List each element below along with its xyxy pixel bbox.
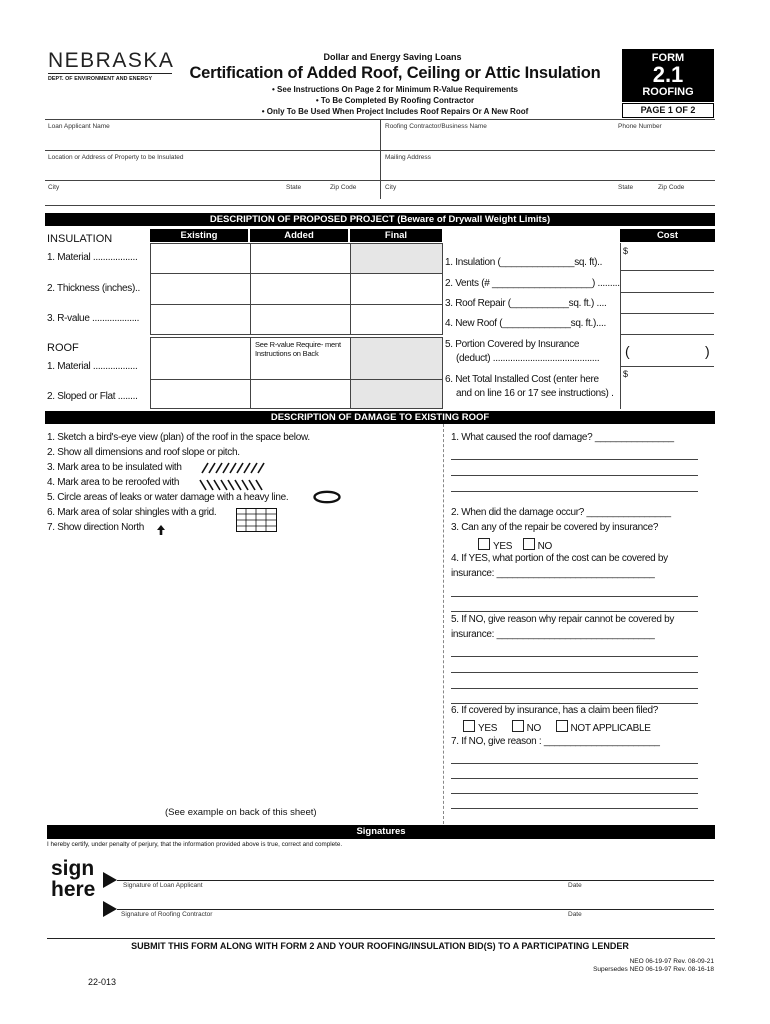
q3-yes-checkbox[interactable] [478,538,490,550]
roof-material-final[interactable] [350,337,443,380]
example-note: (See example on back of this sheet) [165,807,317,818]
dollar-sign-1: $ [623,246,629,256]
cost-net-total-note: and on line 16 or 17 see instructions) . [456,388,614,399]
q6-no-checkbox[interactable] [512,720,524,732]
insulation-rvalue-existing[interactable] [150,304,251,335]
question-1: 1. What caused the roof damage? _______________ [451,432,674,443]
col-existing: Existing [150,229,248,242]
contractor-signature-label: Signature of Roofing Contractor [121,911,213,918]
form-code: 22-013 [88,977,117,987]
insulation-material-final[interactable] [350,243,443,274]
insulated-hatch-icon [200,462,270,474]
form-number: 2.1 [652,62,684,87]
sign-here-label [51,858,95,900]
sign-arrow-icon-1 [103,872,117,888]
col-added: Added [250,229,348,242]
zip-label-1: Zip Code [330,184,357,191]
insulation-rvalue-added[interactable] [250,304,351,335]
instruction-2: 2. Show all dimensions and roof slope or pitch. [47,447,240,458]
paren-close: ) [705,343,710,359]
q3-no-checkbox[interactable] [523,538,535,550]
contractor-input[interactable] [383,130,613,148]
form-type: ROOFING [642,86,694,98]
city-input-1[interactable] [45,190,280,204]
city-input-2[interactable] [383,190,613,204]
cost-deduct-input[interactable] [632,343,702,363]
insulation-material-added[interactable] [250,243,351,274]
sign-word: sign [51,857,95,880]
insulation-thickness-final[interactable] [350,273,443,305]
question-2: 2. When did the damage occur? ________________ [451,507,671,518]
contractor-label: Roofing Contractor/Business Name [385,123,487,130]
program-name: Dollar and Energy Saving Loans [323,52,462,62]
instruction-6: 6. Mark area of solar shingles with a grid. [47,507,217,518]
question-3: 3. Can any of the repair be covered by insurance? [451,522,659,533]
instruction-7: 7. Show direction North [47,522,145,533]
applicant-signature-field[interactable] [118,862,558,880]
contractor-date-field[interactable] [566,891,714,909]
state-label-1: State [286,184,302,191]
q6-yes-label: YES [478,723,498,734]
question-7: 7. If NO, give reason : ______________________ [451,736,660,747]
roof-row-slope: 2. Sloped or Flat ........ [47,391,138,402]
zip-label-2: Zip Code [658,184,685,191]
insulation-thickness-added[interactable] [250,273,351,305]
contractor-signature-field[interactable] [118,891,558,909]
roof-slope-added[interactable] [250,379,351,409]
row-thickness: 2. Thickness (inches).. [47,283,140,294]
col-final: Final [350,229,442,242]
signatures-header: Signatures [47,825,715,839]
rvalue-note: See R-value Require- ment Instructions on Back [255,340,341,358]
here-word: here [51,878,96,901]
q6-na-checkbox[interactable] [556,720,568,732]
question-7-input[interactable] [451,749,699,809]
q6-yes-checkbox[interactable] [463,720,475,732]
roof-slope-existing[interactable] [150,379,251,409]
roof-slope-final[interactable] [350,379,443,409]
row-material: 1. Material .................. [47,252,138,263]
cost-roof-repair: 3. Roof Repair (___________sq. ft.) .... [445,298,607,309]
mailing-label: Mailing Address [385,154,431,161]
cost-insulation: 1. Insulation (______________sq. ft).. [445,257,603,268]
cost-deduct: (deduct) ........................................... [456,353,600,364]
city-label-1: City [48,184,60,191]
agency-logo [48,50,176,82]
submit-instruction: SUBMIT THIS FORM ALONG WITH FORM 2 AND YOUR ROOFING/INSULATION BID(S) TO A PARTICIPATING LENDER [131,941,629,951]
phone-label: Phone Number [618,123,662,130]
insulation-material-existing[interactable] [150,243,251,274]
insulation-thickness-existing[interactable] [150,273,251,305]
reroofed-hatch-icon [198,479,268,491]
contractor-date-label: Date [568,911,582,918]
cost-roof-repair-input[interactable] [621,294,714,312]
question-6: 6. If covered by insurance, has a claim been filed? [451,705,659,716]
instruction-5: 5. Circle areas of leaks or water damage with a heavy line. [47,492,289,503]
question-1-input[interactable] [451,445,699,497]
instruction-4: 4. Mark area to be reroofed with [47,477,180,488]
applicant-signature-label: Signature of Loan Applicant [123,882,203,889]
q6-no-label: NO [526,723,542,734]
q3-no-label: NO [537,541,553,552]
heavy-circle-icon [312,490,342,504]
insulation-heading: INSULATION [47,233,113,245]
instruction-1: 1. Sketch a bird's-eye view (plan) of the roof in the space below. [47,432,310,443]
page-indicator: PAGE 1 OF 2 [622,103,714,118]
mailing-input[interactable] [383,161,713,179]
roof-row-material: 1. Material .................. [47,361,138,372]
bullet-1: • See Instructions On Page 2 for Minimum R-Value Requirements [272,85,518,94]
bullet-2: • To Be Completed By Roofing Contractor [315,96,475,105]
phone-input[interactable] [616,130,714,148]
cost-insulation-input[interactable] [621,244,714,270]
certification-statement: I hereby certify, under penalty of perjury, that the information provided above is true, correct and complete. [47,841,343,848]
applicant-date-field[interactable] [566,862,714,880]
sketch-area[interactable] [47,540,437,800]
loan-applicant-input[interactable] [45,130,377,148]
loan-applicant-label: Loan Applicant Name [48,123,110,130]
sign-arrow-icon-2 [103,901,117,917]
location-input[interactable] [45,161,377,179]
dollar-sign-2: $ [623,369,629,379]
header-bullets [180,84,610,117]
q6-options [463,720,651,734]
project-section-header: DESCRIPTION OF PROPOSED PROJECT (Beware of Drywall Weight Limits) [45,213,715,226]
agency-subtitle: DEPT. OF ENVIRONMENT AND ENERGY [48,76,153,82]
form-number-box [622,49,714,102]
question-4: 4. If YES, what portion of the cost can be covered by [451,553,668,564]
bullet-3: • Only To Be Used When Project Includes Roof Repairs Or A New Roof [261,107,529,116]
damage-section-header: DESCRIPTION OF DAMAGE TO EXISTING ROOF [45,411,715,424]
cost-new-roof-input[interactable] [621,315,714,333]
q6-na-label: NOT APPLICABLE [570,723,651,734]
roof-material-existing[interactable] [150,337,251,380]
question-5-cont: insurance: ______________________________ [451,629,655,640]
location-label: Location or Address of Property to be Insulated [48,154,184,161]
insulation-rvalue-final[interactable] [350,304,443,335]
q3-options [478,538,552,552]
solar-grid-icon [236,508,277,532]
revision-line-1: NEO 06-19-97 Rev. 08-09-21 [629,958,714,965]
cost-vents-input[interactable] [621,273,714,291]
cost-new-roof: 4. New Roof (_____________sq. ft.).... [445,318,606,329]
q3-yes-label: YES [493,541,513,552]
cost-net-total-input[interactable] [621,368,714,404]
north-arrow-icon [157,525,165,535]
agency-name: NEBRASKA [48,49,175,72]
state-label-2: State [618,184,634,191]
form-label: FORM [651,52,685,64]
cost-net-total: 6. Net Total Installed Cost (enter here [445,374,599,385]
row-rvalue: 3. R-value ................... [47,313,140,324]
roof-heading: ROOF [47,342,79,354]
question-5: 5. If NO, give reason why repair cannot be covered by [451,614,675,625]
col-cost: Cost [620,229,715,242]
instruction-3: 3. Mark area to be insulated with [47,462,182,473]
paren-open: ( [625,343,630,359]
applicant-date-label: Date [568,882,582,889]
city-label-2: City [385,184,397,191]
revision-line-2: Supersedes NEO 06-19-97 Rev. 08-16-18 [593,966,714,973]
form-title: Certification of Added Roof, Ceiling or Attic Insulation [189,64,601,82]
question-4-cont: insurance: ______________________________ [451,568,655,579]
cost-insurance-portion: 5. Portion Covered by Insurance [445,339,580,350]
cost-vents: 2. Vents (# ___________________) ......... [445,278,620,289]
